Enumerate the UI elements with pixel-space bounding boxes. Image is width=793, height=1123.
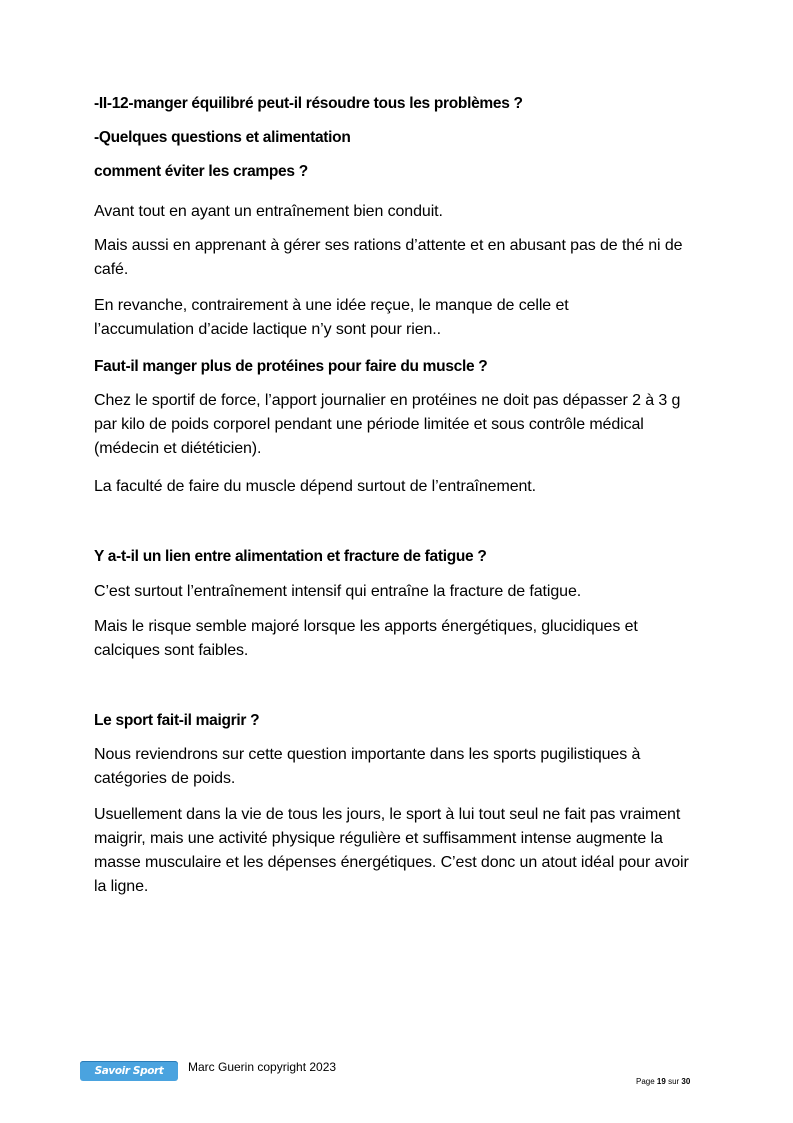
paragraph-usuellement: Usuellement dans la vie de tous les jours, le sport à lui tout seul ne fait pas vraiment maigrir, mais une activité physique régulière et suffisamment intense augmente la masse musculaire et les dépenses énergétiques. C’est donc un atout idéal pour avoir la ligne.: [94, 806, 689, 895]
savoir-sport-sante-logo: Savoir Sport Santé: [80, 1061, 178, 1081]
paragraph-reviendrons: Nous reviendrons sur cette question importante dans les sports pugilistiques à catégories de poids.: [94, 746, 641, 787]
page-number: [636, 1077, 690, 1087]
question-heading-maigrir: Le sport fait-il maigrir ?: [94, 712, 260, 729]
paragraph-rations: Mais aussi en apprenant à gérer ses rations d’attente et en abusant pas de thé ni de café.: [94, 237, 683, 278]
paragraph-faculte-muscle: La faculté de faire du muscle dépend surtout de l’entraînement.: [94, 478, 536, 495]
paragraph-sportif-force: Chez le sportif de force, l’apport journalier en protéines ne doit pas dépasser 2 à 3 g par kilo de poids corporel pendant une période limitée et sous contrôle médical (médecin et diététicien).: [94, 392, 681, 457]
section-heading-main: -II-12-manger équilibré peut-il résoudre tous les problèmes ?: [94, 95, 523, 112]
page-number-prefix: Page: [636, 1077, 655, 1086]
question-heading-fracture: Y a-t-il un lien entre alimentation et fracture de fatigue ?: [94, 548, 487, 565]
section-heading-questions: -Quelques questions et alimentation: [94, 129, 351, 146]
question-heading-proteines: Faut-il manger plus de protéines pour faire du muscle ?: [94, 358, 488, 375]
paragraph-entrainement: Avant tout en ayant un entraînement bien conduit.: [94, 203, 443, 220]
page-number-separator: sur: [668, 1077, 680, 1086]
question-heading-crampes: comment éviter les crampes ?: [94, 163, 308, 180]
paragraph-risque: Mais le risque semble majoré lorsque les apports énergétiques, glucidiques et calciques sont faibles.: [94, 618, 638, 659]
paragraph-entrainement-intensif: C’est surtout l’entraînement intensif qui entraîne la fracture de fatigue.: [94, 583, 582, 600]
page-number-current: 19: [656, 1077, 666, 1086]
paragraph-idee-recue: En revanche, contrairement à une idée reçue, le manque de celle et l’accumulation d’acide lactique n’y sont pour rien..: [94, 297, 569, 338]
footer-copyright: Marc Guerin copyright 2023: [188, 1060, 337, 1074]
page-number-total: 30: [681, 1077, 691, 1086]
